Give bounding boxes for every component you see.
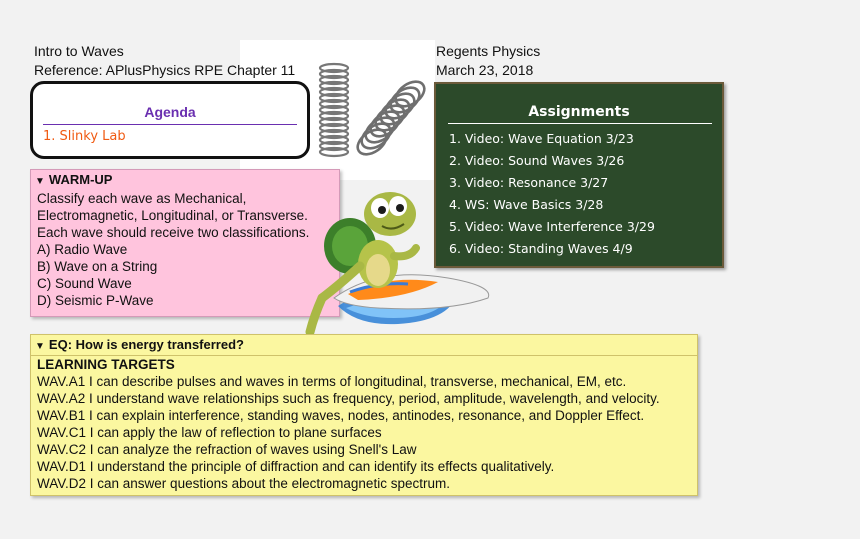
warmup-line: Electromagnetic, Longitudinal, or Transverse. bbox=[37, 208, 308, 223]
warmup-title: WARM-UP bbox=[48, 172, 113, 187]
eq-panel bbox=[30, 334, 698, 496]
warmup-line: D) Seismic P-Wave bbox=[37, 293, 154, 308]
learning-target: WAV.D2 I can answer questions about the electromagnetic spectrum. bbox=[37, 476, 450, 491]
assignment-item: 5. Video: Wave Interference 3/29 bbox=[449, 219, 655, 234]
assignments-divider bbox=[448, 123, 712, 124]
class-info bbox=[436, 42, 540, 80]
warmup-line: B) Wave on a String bbox=[37, 259, 158, 274]
assignment-item: 6. Video: Standing Waves 4/9 bbox=[449, 241, 633, 256]
eq-header[interactable] bbox=[31, 335, 697, 356]
learning-target: WAV.C1 I can apply the law of reflection to plane surfaces bbox=[37, 425, 382, 440]
assignment-item: 1. Video: Wave Equation 3/23 bbox=[449, 131, 634, 146]
warmup-line: A) Radio Wave bbox=[37, 242, 128, 257]
learning-target: WAV.B1 I can explain interference, standing waves, nodes, antinodes, resonance, and Doppler Effect. bbox=[37, 408, 645, 423]
eq-title: EQ: How is energy transferred? bbox=[48, 337, 244, 352]
course-title-line2: Reference: APlusPhysics RPE Chapter 11 bbox=[34, 62, 296, 78]
assignment-item: 3. Video: Resonance 3/27 bbox=[449, 175, 609, 190]
agenda-panel bbox=[30, 81, 310, 159]
course-title bbox=[34, 42, 295, 80]
disclosure-triangle-icon[interactable]: ▼ bbox=[35, 341, 45, 352]
disclosure-triangle-icon[interactable]: ▼ bbox=[35, 176, 45, 187]
class-date: March 23, 2018 bbox=[436, 62, 534, 78]
warmup-line: Each wave should receive two classifications. bbox=[37, 225, 310, 240]
assignments-title: Assignments bbox=[528, 104, 630, 120]
assignment-item: 2. Video: Sound Waves 3/26 bbox=[449, 153, 625, 168]
agenda-item: 1. Slinky Lab bbox=[43, 129, 126, 144]
warmup-body bbox=[31, 190, 339, 309]
learning-target: WAV.A2 I understand wave relationships such as frequency, period, amplitude, wavelength, and velocity. bbox=[37, 391, 660, 406]
course-title-line1: Intro to Waves bbox=[34, 43, 124, 59]
eq-body bbox=[31, 356, 697, 492]
agenda-divider bbox=[43, 124, 297, 125]
warmup-line: Classify each wave as Mechanical, bbox=[37, 191, 247, 206]
learning-target: WAV.C2 I can analyze the refraction of waves using Snell's Law bbox=[37, 442, 417, 457]
learning-target: WAV.A1 I can describe pulses and waves in terms of longitudinal, transverse, mechanical, EM, etc. bbox=[37, 374, 627, 389]
learning-targets-heading: LEARNING TARGETS bbox=[37, 357, 175, 372]
agenda-title: Agenda bbox=[144, 104, 196, 120]
warmup-line: C) Sound Wave bbox=[37, 276, 132, 291]
warmup-header[interactable] bbox=[31, 170, 339, 190]
assignment-item: 4. WS: Wave Basics 3/28 bbox=[449, 197, 604, 212]
class-name: Regents Physics bbox=[436, 43, 541, 59]
warmup-panel bbox=[30, 169, 340, 317]
slinky-icon bbox=[312, 58, 437, 170]
learning-target: WAV.D1 I understand the principle of diffraction and can identify its effects qualitatively. bbox=[37, 459, 555, 474]
surfing-turtle-icon bbox=[298, 186, 498, 336]
